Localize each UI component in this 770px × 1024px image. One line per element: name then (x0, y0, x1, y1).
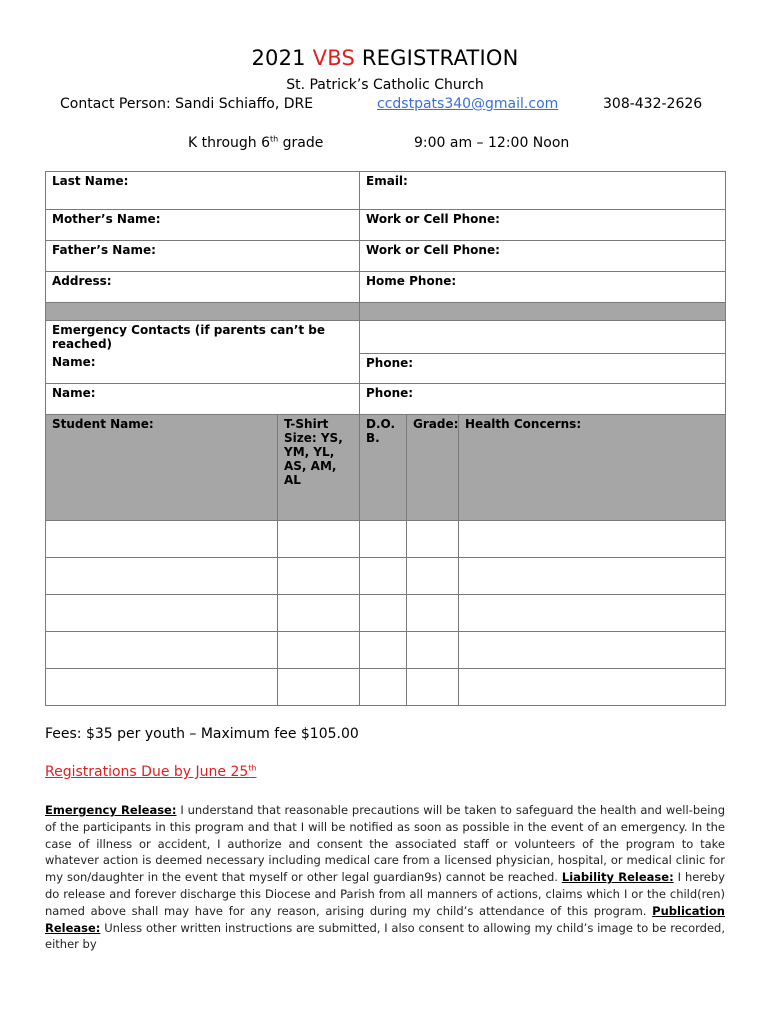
email-field[interactable]: Email: (360, 172, 726, 210)
father-work-cell-field[interactable]: Work or Cell Phone: (360, 241, 726, 272)
student-row (46, 668, 726, 705)
emergency-blank (360, 321, 726, 354)
grade-range (188, 135, 323, 151)
publication-release-title: Publication Release: (45, 903, 725, 935)
mothers-name-field[interactable]: Mother’s Name: (46, 210, 360, 241)
due-text: Registrations Due by June 25 (45, 764, 249, 780)
student-name-cell[interactable] (46, 668, 278, 705)
dob-cell[interactable] (360, 668, 407, 705)
release-paragraph (45, 802, 725, 953)
due-sup: th (248, 763, 257, 773)
last-name-field[interactable]: Last Name: (46, 172, 360, 210)
dob-header: D.O. B. (360, 414, 407, 520)
separator-right (360, 303, 726, 321)
fees-text: Fees: $35 per youth – Maximum fee $105.00 (45, 726, 359, 742)
grade-header: Grade: (407, 414, 459, 520)
health-concerns-header: Health Concerns: (459, 414, 726, 520)
mother-work-cell-field[interactable]: Work or Cell Phone: (360, 210, 726, 241)
grade-pre: K through 6 (188, 135, 270, 151)
student-row (46, 631, 726, 668)
registration-form (45, 171, 726, 706)
tshirt-cell[interactable] (278, 668, 360, 705)
student-name-cell[interactable] (46, 557, 278, 594)
publication-release-text: Unless other written instructions are submitted, I also consent to allowing my child’s image to be recorded, either by (45, 920, 725, 952)
student-row (46, 557, 726, 594)
emergency-release-text: I understand that reasonable precautions will be taken to safeguard the health and well-being of the participants in this program and that I will be notified as soon as possible in the event of an emergency. In the case of illness or accident, I authorize and consent the associated staff or volunteers of the program to take whatever action is deemed necessary including medical care from a licensed physician, hospital, or medical clinic for my son/daughter in the event that myself or other legal guardian9s) cannot be reached. (45, 803, 726, 885)
emergency-phone-2-field[interactable]: Phone: (360, 383, 726, 414)
emergency-release-title: Emergency Release: (45, 803, 177, 817)
grade-cell[interactable] (407, 594, 459, 631)
health-cell[interactable] (459, 594, 726, 631)
title-vbs: VBS (312, 46, 355, 70)
contact-phone: 308-432-2626 (603, 96, 703, 112)
dob-cell[interactable] (360, 631, 407, 668)
tshirt-cell[interactable] (278, 557, 360, 594)
grade-cell[interactable] (407, 631, 459, 668)
student-name-cell[interactable] (46, 594, 278, 631)
emergency-contacts-heading: Emergency Contacts (if parents can’t be reached) (46, 321, 360, 354)
student-name-cell[interactable] (46, 631, 278, 668)
home-phone-field[interactable]: Home Phone: (360, 272, 726, 303)
separator-left (46, 303, 360, 321)
title-year: 2021 (251, 46, 306, 70)
tshirt-cell[interactable] (278, 631, 360, 668)
contact-person: Contact Person: Sandi Schiaffo, DRE (60, 96, 314, 112)
student-row (46, 520, 726, 557)
emergency-name-1-field[interactable]: Name: (46, 353, 360, 383)
tshirt-cell[interactable] (278, 520, 360, 557)
dob-cell[interactable] (360, 557, 407, 594)
contact-email-link[interactable]: ccdstpats340@gmail.com (377, 96, 559, 112)
grade-sup: th (270, 134, 279, 144)
page-title (0, 46, 770, 70)
liability-release-text: I hereby do release and forever discharge this Diocese and Parish from all manners of actions, claims which I or the child(ren) named above shall may have for any reason, arising during my child’s attendance of this program. (45, 870, 725, 918)
grade-cell[interactable] (407, 668, 459, 705)
tshirt-cell[interactable] (278, 594, 360, 631)
health-cell[interactable] (459, 668, 726, 705)
grade-post: grade (278, 135, 324, 151)
student-name-cell[interactable] (46, 520, 278, 557)
emergency-phone-1-field[interactable]: Phone: (360, 353, 726, 383)
grade-cell[interactable] (407, 557, 459, 594)
session-time: 9:00 am – 12:00 Noon (414, 135, 570, 151)
liability-release-title: Liability Release: (561, 870, 674, 885)
title-rest: REGISTRATION (361, 46, 519, 70)
church-name: St. Patrick’s Catholic Church (286, 77, 484, 93)
dob-cell[interactable] (360, 594, 407, 631)
student-name-header: Student Name: (46, 414, 278, 520)
health-cell[interactable] (459, 520, 726, 557)
health-cell[interactable] (459, 631, 726, 668)
fathers-name-field[interactable]: Father’s Name: (46, 241, 360, 272)
grade-cell[interactable] (407, 520, 459, 557)
registration-due (45, 764, 256, 780)
tshirt-size-header: T-Shirt Size: YS, YM, YL, AS, AM, AL (278, 414, 360, 520)
student-row (46, 594, 726, 631)
health-cell[interactable] (459, 557, 726, 594)
address-field[interactable]: Address: (46, 272, 360, 303)
emergency-name-2-field[interactable]: Name: (46, 383, 360, 414)
dob-cell[interactable] (360, 520, 407, 557)
